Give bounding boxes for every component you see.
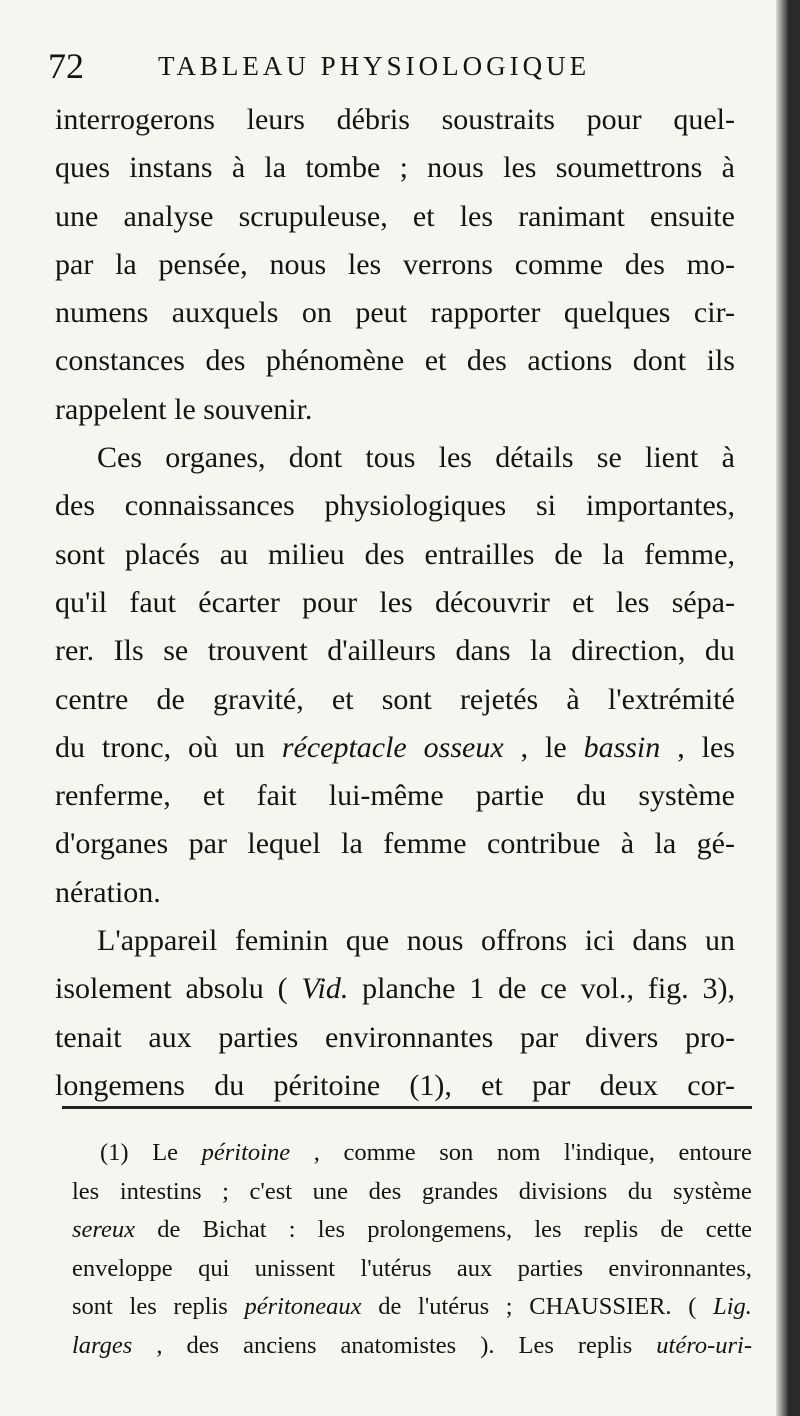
word: cor- [687, 1068, 735, 1102]
word: ques [55, 151, 110, 185]
word: , [156, 1331, 163, 1359]
word: écarter [198, 585, 280, 619]
word: du [576, 779, 607, 813]
word: partie [475, 779, 545, 813]
word: au [219, 537, 249, 571]
word: unissent [254, 1254, 336, 1282]
word: actions [527, 344, 613, 378]
word: ce [540, 972, 567, 1006]
word: nous [427, 151, 484, 185]
word: nom [496, 1139, 541, 1166]
word: débris [336, 103, 410, 136]
word: environnantes [325, 1020, 494, 1054]
word: parties [517, 1254, 583, 1282]
word: replis [577, 1331, 633, 1359]
word: les [129, 1293, 157, 1320]
word: les [379, 585, 413, 619]
word: un [704, 924, 735, 958]
word: quel- [673, 103, 735, 136]
word: l'extrémité [607, 682, 735, 716]
word: son [439, 1139, 474, 1166]
word: offrons [481, 924, 568, 958]
text-line [55, 917, 735, 965]
word: femme [383, 827, 467, 861]
word: sépa- [671, 585, 735, 619]
word: tombe [305, 151, 381, 185]
word: à [721, 441, 735, 475]
word: c'est [249, 1177, 293, 1205]
word: on [301, 296, 332, 330]
word: (1) [100, 1139, 129, 1166]
word: peut [355, 296, 407, 330]
text-line [55, 337, 735, 385]
word: connaissances [124, 489, 295, 523]
text-line [55, 869, 735, 917]
word: CHAUSSIER. [529, 1293, 672, 1320]
word: un [234, 730, 265, 764]
footnote-line [72, 1134, 752, 1173]
word: importantes, [585, 489, 735, 523]
word: replis [173, 1293, 228, 1320]
text-line [55, 241, 735, 289]
word: enveloppe [72, 1254, 173, 1282]
word: par [55, 247, 94, 281]
italic-word: péritoine [201, 1139, 291, 1166]
word: : [288, 1216, 296, 1243]
word: les [701, 730, 735, 764]
word: , [313, 1139, 320, 1166]
word: 1 [469, 972, 485, 1006]
word: se [596, 441, 622, 475]
word: pensée, [158, 247, 248, 281]
word: ). [480, 1331, 495, 1359]
word: cir- [693, 296, 735, 330]
footnote-line [72, 1211, 752, 1250]
word: Les [518, 1331, 554, 1359]
word: physiologiques [324, 489, 507, 523]
word: à [620, 827, 635, 861]
word: par [188, 827, 227, 861]
word: entrailles [424, 537, 535, 571]
word: isolement [55, 972, 172, 1006]
word: ici [584, 924, 615, 958]
word: femme, [644, 537, 735, 571]
word: replis [583, 1216, 639, 1243]
text-line [55, 96, 735, 144]
word: leurs [246, 103, 305, 136]
word: nération. [55, 875, 161, 909]
footnote-line [72, 1250, 752, 1289]
word: parties [218, 1020, 299, 1054]
text-line [55, 1062, 735, 1110]
word: entoure [678, 1139, 752, 1166]
italic-word: osseux [423, 730, 504, 764]
word: les [438, 441, 472, 475]
word: trouvent [207, 634, 308, 668]
word: par [532, 1068, 571, 1102]
word: ; [505, 1293, 513, 1320]
word: milieu [268, 537, 345, 571]
word: 3), [702, 972, 735, 1006]
word: soumettrons [555, 151, 703, 185]
text-line [55, 676, 735, 724]
word: l'utérus [418, 1293, 490, 1320]
word: centre [55, 682, 129, 716]
word: direction, [571, 634, 686, 668]
text-line [55, 386, 735, 434]
italic-word: péritoneaux [244, 1293, 362, 1320]
word: du [214, 1068, 245, 1102]
word: l'utérus [360, 1254, 432, 1282]
word: interrogerons [55, 103, 215, 136]
word: les [503, 151, 537, 185]
word: intestins [119, 1177, 202, 1205]
text-line [55, 724, 735, 772]
word: où [187, 730, 218, 764]
word: de [156, 682, 185, 716]
word: de [498, 972, 527, 1006]
word: gravité, [212, 682, 304, 716]
word: qu'il [55, 585, 108, 619]
footnote-line [72, 1327, 752, 1366]
word: la [602, 537, 625, 571]
word: la [530, 634, 552, 668]
word: Le [152, 1139, 179, 1166]
footnote-line [72, 1288, 752, 1327]
word: sont [55, 537, 106, 571]
word: grandes [421, 1177, 499, 1205]
italic-word: Vid. [301, 972, 349, 1006]
page-number: 72 [48, 46, 84, 86]
word: système [672, 1177, 752, 1205]
footnote-line [72, 1173, 752, 1212]
word: tous [365, 441, 416, 475]
word: la [341, 827, 363, 861]
word: organes, [165, 441, 266, 475]
word: rapporter [430, 296, 541, 330]
text-line [55, 627, 735, 675]
word: à [721, 151, 735, 185]
word: instans [129, 151, 213, 185]
word: les [616, 585, 650, 619]
text-line [55, 193, 735, 241]
word: vol., [580, 972, 635, 1006]
word: aux [148, 1020, 192, 1054]
word: les [72, 1177, 100, 1205]
word: à [231, 151, 246, 185]
word: anatomistes [340, 1331, 457, 1359]
text-line [55, 531, 735, 579]
word: soustraits [441, 103, 555, 136]
word: verrons [403, 247, 493, 281]
word: dans [455, 634, 511, 668]
word: lui-même [328, 779, 444, 813]
footnote [72, 1134, 752, 1365]
word: faut [129, 585, 176, 619]
italic-word: Lig. [713, 1293, 752, 1320]
page-header [48, 44, 748, 88]
word: des [55, 489, 95, 523]
word: renferme, [55, 779, 171, 813]
word: lient [645, 441, 699, 475]
word: et [481, 1068, 503, 1102]
word: dont [632, 344, 687, 378]
footnote-rule [62, 1106, 752, 1109]
word: et [331, 682, 354, 716]
word: fait [256, 779, 297, 813]
text-line [55, 965, 735, 1013]
word: constances [55, 344, 185, 378]
word: les [347, 247, 382, 281]
word: prolongemens, [367, 1216, 513, 1243]
word: de [157, 1216, 181, 1243]
italic-word: utéro-uri- [656, 1331, 752, 1359]
word: feminin [234, 924, 329, 958]
word: numens [55, 296, 149, 330]
word: qui [198, 1254, 230, 1282]
word: la [115, 247, 137, 281]
word: Ils [113, 634, 144, 668]
word: phénomène [265, 344, 405, 378]
word: ils [706, 344, 735, 378]
word: L'appareil [97, 924, 218, 958]
word: nous [269, 247, 327, 281]
word: du [704, 634, 735, 668]
word: gé- [696, 827, 735, 861]
word: de [554, 537, 583, 571]
word: divisions [518, 1177, 608, 1205]
word: Ces [97, 441, 142, 475]
text-line [55, 772, 735, 820]
word: lequel [247, 827, 321, 861]
word: les [534, 1216, 562, 1243]
word: sont [72, 1293, 113, 1320]
word: analyse [123, 199, 214, 233]
word: des [466, 344, 507, 378]
word: , [677, 730, 685, 764]
text-line [55, 289, 735, 337]
word: souvenir. [203, 392, 313, 426]
body-text [55, 96, 735, 1110]
word: le [174, 392, 196, 426]
word: d'ailleurs [327, 634, 436, 668]
word: quelques [563, 296, 671, 330]
word: planche [362, 972, 456, 1006]
word: contribue [487, 827, 601, 861]
word: placés [124, 537, 200, 571]
page-edge [776, 0, 790, 1416]
word: et [572, 585, 594, 619]
word: aux [456, 1254, 493, 1282]
word: , [520, 730, 529, 764]
text-line [55, 482, 735, 530]
word: une [312, 1177, 349, 1205]
word: comme [514, 247, 604, 281]
word: le [545, 730, 567, 764]
running-head: TABLEAU PHYSIOLOGIQUE [158, 51, 591, 81]
word: cette [705, 1216, 752, 1243]
word: ( [277, 972, 288, 1006]
word: scrupuleuse, [238, 199, 388, 233]
word: dans [632, 924, 688, 958]
italic-word: réceptacle [281, 730, 407, 764]
italic-word: sereux [72, 1216, 136, 1243]
text-line [55, 144, 735, 192]
word: ranimant [518, 199, 625, 233]
word: comme [343, 1139, 416, 1166]
word: si [536, 489, 557, 523]
word: deux [599, 1068, 658, 1102]
word: péritoine [273, 1068, 381, 1102]
word: environnantes, [608, 1254, 752, 1282]
word: auxquels [171, 296, 279, 330]
word: et [424, 344, 447, 378]
word: que [345, 924, 390, 958]
text-line [55, 820, 735, 868]
word: tronc, [101, 730, 172, 764]
word: anciens [243, 1331, 317, 1359]
word: pro- [684, 1020, 735, 1054]
word: sont [381, 682, 432, 716]
word: des [364, 537, 405, 571]
word: les [459, 199, 494, 233]
word: rer. [55, 634, 95, 668]
word: des [186, 1331, 220, 1359]
text-line [55, 579, 735, 627]
word: fig. [647, 972, 689, 1006]
word: Bichat [202, 1216, 267, 1243]
word: ensuite [649, 199, 735, 233]
word: longemens [55, 1068, 185, 1102]
word: des [624, 247, 665, 281]
word: détails [495, 441, 574, 475]
word: de [378, 1293, 402, 1320]
word: nous [406, 924, 464, 958]
text-line [55, 1014, 735, 1062]
word: ; [399, 151, 408, 185]
word: une [55, 199, 99, 233]
word: ( [688, 1293, 697, 1320]
word: rejetés [459, 682, 539, 716]
word: les [317, 1216, 345, 1243]
word: la [654, 827, 677, 861]
word: se [163, 634, 189, 668]
word: et [202, 779, 225, 813]
word: rappelent [55, 392, 167, 426]
word: absolu [185, 972, 264, 1006]
word: ; [222, 1177, 229, 1205]
word: tenait [55, 1020, 122, 1054]
word: des [205, 344, 246, 378]
word: découvrir [434, 585, 550, 619]
italic-word: bassin [583, 730, 661, 764]
word: divers [584, 1020, 659, 1054]
word: par [519, 1020, 559, 1054]
word: pour [586, 103, 642, 136]
word: mo- [686, 247, 735, 281]
word: pour [302, 585, 358, 619]
word: des [368, 1177, 402, 1205]
text-line [55, 434, 735, 482]
word: et [412, 199, 435, 233]
word: de [660, 1216, 684, 1243]
word: d'organes [55, 827, 169, 861]
word: à [566, 682, 580, 716]
word: (1), [409, 1068, 452, 1102]
word: du [627, 1177, 653, 1205]
word: l'indique, [564, 1139, 655, 1166]
word: dont [288, 441, 343, 475]
word: système [638, 779, 735, 813]
word: la [264, 151, 287, 185]
word: du [55, 730, 85, 764]
italic-word: larges [72, 1331, 133, 1359]
